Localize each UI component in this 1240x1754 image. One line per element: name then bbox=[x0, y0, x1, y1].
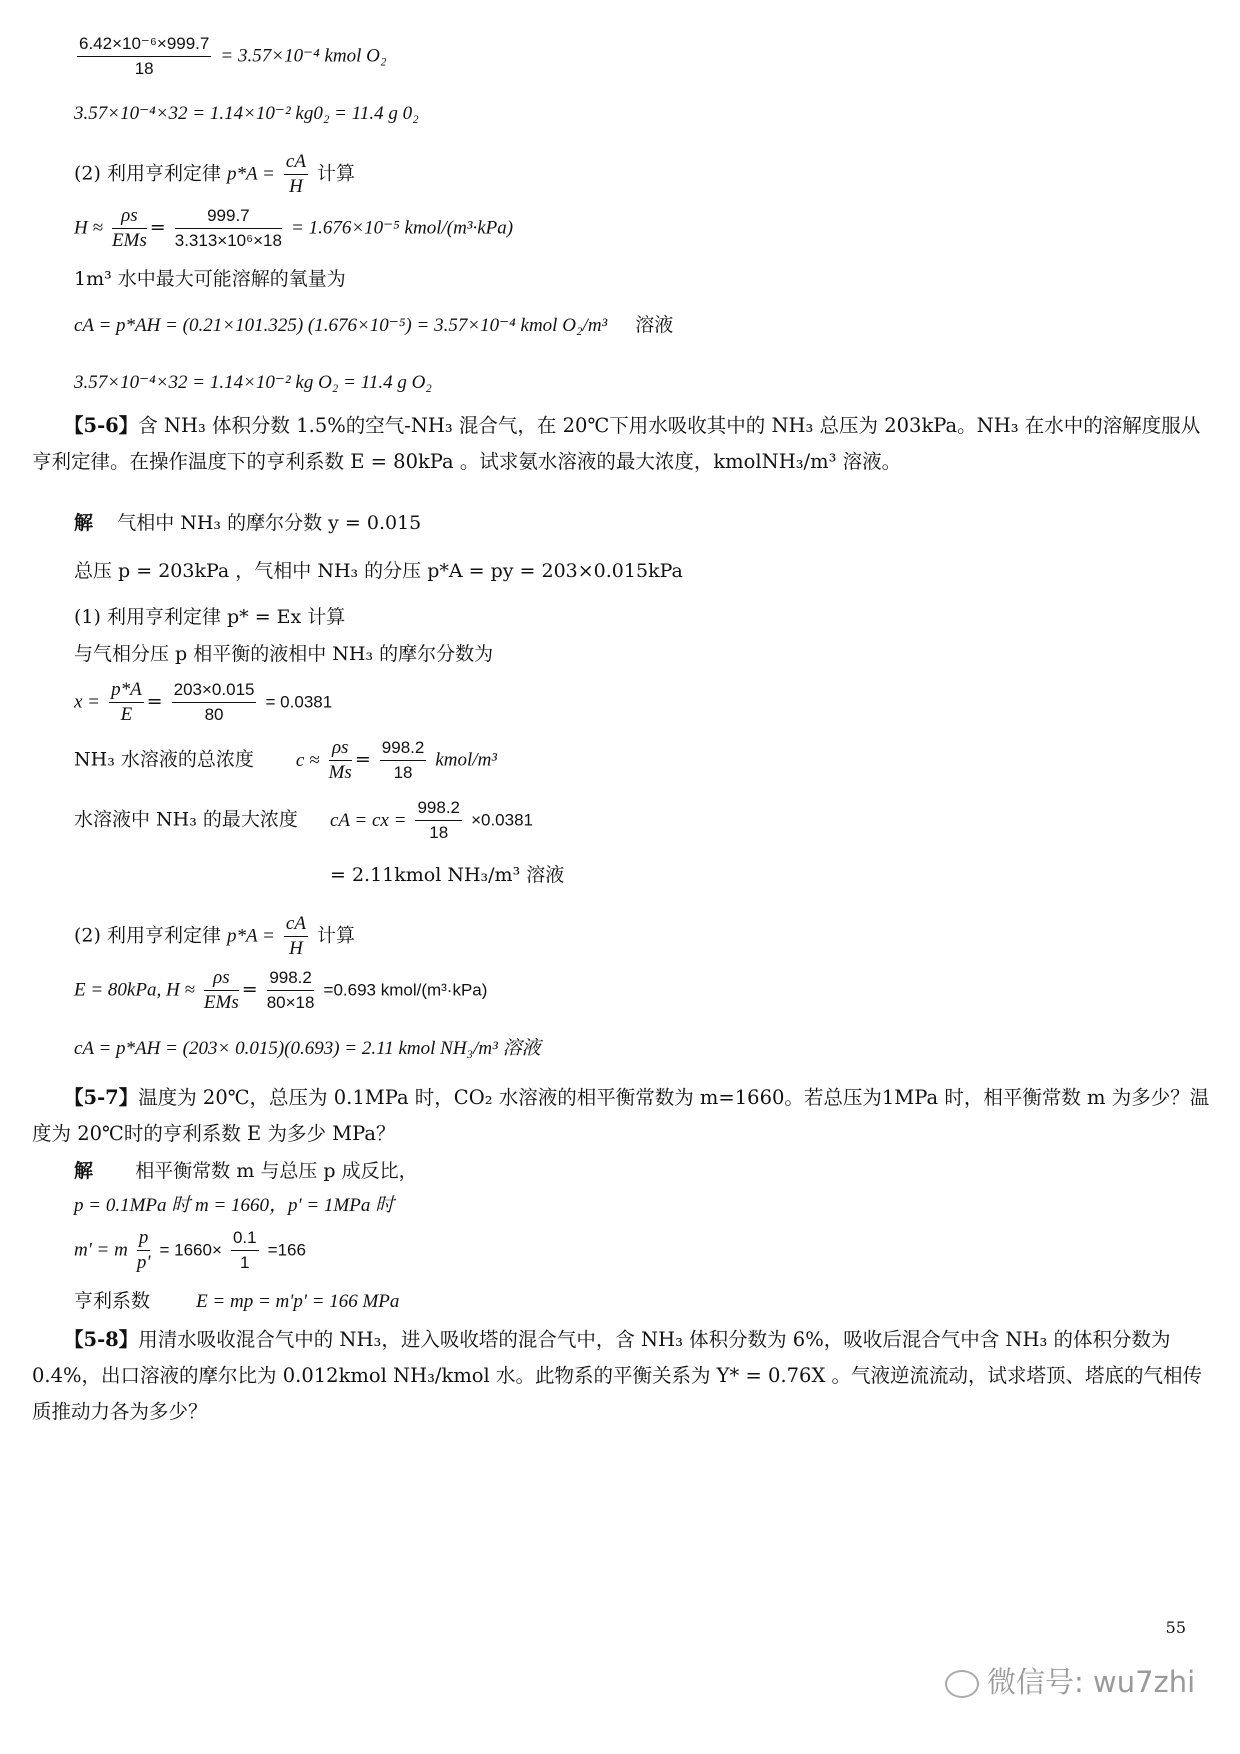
eq-total-conc: NH₃ 水溶液的总浓度 c ≈ $\frac{\rho s}{Ms}$ = $\frac{998.2}{18}$ kmol/m³ bbox=[74, 737, 498, 783]
frac-num: ρs bbox=[204, 966, 239, 991]
sol-5-6-line4: 与气相分压 p 相平衡的液相中 NH₃ 的摩尔分数为 bbox=[74, 643, 494, 665]
sol-5-7-line1 bbox=[74, 1158, 418, 1184]
eq-henry-coef bbox=[74, 1288, 399, 1315]
eq-label: 水溶液中 NH₃ 的最大浓度 bbox=[74, 808, 298, 831]
eq-label: 亨利系数 bbox=[74, 1290, 151, 1312]
eq-o2-moles bbox=[74, 32, 386, 81]
frac-den: 18 bbox=[429, 823, 449, 842]
problem-tag: 【5-7】 bbox=[64, 1086, 139, 1109]
problem-text: 温度为 20℃，总压为 0.1MPa 时，CO₂ 水溶液的相平衡常数为 m=1660。若总压为1MPa 时，相平衡常数 m 为多少？温度为 20℃时的亨利系数 E 为多少 MPa？ bbox=[32, 1086, 1210, 1145]
frac-den: 80 bbox=[204, 705, 224, 724]
watermark bbox=[945, 1660, 1195, 1701]
eq-result: =0.693 kmol/(m³·kPa) bbox=[323, 980, 488, 1000]
frac-den: H bbox=[289, 938, 303, 959]
method-suffix: 计算 bbox=[317, 162, 356, 185]
sol-5-6-line1 bbox=[74, 510, 421, 536]
problem-text: 用清水吸收混合气中的 NH₃，进入吸收塔的混合气中，含 NH₃ 体积分数为 6%，吸收后混合气中含 NH₃ 的体积分数为 0.4%，出口溶液的摩尔比为 0.012kmol NH₃/kmol 水。此物系的平衡关系为 Y* = 0.76X 。气液逆流流动，试求塔顶、塔底的气相传质推动力各为多少？ bbox=[32, 1328, 1203, 1423]
eq-o2-mass-2: 3.57×10⁻⁴×32 = 1.14×10⁻² kg O₂ = 11.4 g O₂ bbox=[74, 372, 432, 393]
solution-label: 解 bbox=[74, 512, 94, 534]
wechat-icon bbox=[945, 1670, 979, 1698]
problem-5-6 bbox=[32, 408, 1210, 480]
frac-den: EMs bbox=[111, 230, 147, 251]
eq-result: ×0.0381 bbox=[471, 810, 533, 830]
eq-result: kmol/m³ bbox=[435, 749, 498, 771]
watermark-text: 微信号: wu7zhi bbox=[987, 1665, 1196, 1699]
frac-den: E bbox=[120, 704, 133, 725]
frac-num: p*A bbox=[109, 678, 144, 703]
frac-num: cA bbox=[284, 150, 308, 175]
eq-result: = 3.57×10⁻⁴ kmol O₂ bbox=[220, 45, 387, 67]
frac-num: 998.2 bbox=[267, 966, 315, 991]
frac-num: 0.1 bbox=[231, 1226, 259, 1251]
eq-ca bbox=[74, 312, 673, 339]
eq-lhs: c ≈ bbox=[295, 749, 320, 771]
frac-den: Ms bbox=[328, 762, 352, 783]
sol-5-7-line2: p = 0.1MPa 时 m = 1660，p' = 1MPa 时 bbox=[74, 1195, 395, 1216]
problem-text: 含 NH₃ 体积分数 1.5%的空气-NH₃ 混合气，在 20℃下用水吸收其中的 NH₃ 总压为 203kPa。NH₃ 在水中的溶解度服从亨利定律。在操作温度下的亨利系数 E = 80kPa 。试求氨水溶液的最大浓度，kmolNH₃/m³ 溶液。 bbox=[32, 414, 1201, 473]
eq-body: cA = p*AH = (0.21×101.325) (1.676×10⁻⁵) = 3.57×10⁻⁴ kmol O₂/m³ bbox=[74, 315, 608, 336]
frac-num: p bbox=[137, 1226, 151, 1251]
formula: p*A = bbox=[227, 925, 275, 947]
eq-ca-2: cA = p*AH = (203× 0.015)(0.693) = 2.11 kmol NH₃/m³ 溶液 bbox=[74, 1038, 541, 1059]
eq-x: x = $\frac{p*A}{E}$ = $\frac{203\times 0.015}{80}$ = 0.0381 bbox=[74, 679, 333, 725]
frac-den: 3.313×10⁶×18 bbox=[174, 231, 282, 250]
frac-num: cA bbox=[284, 912, 308, 937]
frac-num: 999.7 bbox=[175, 204, 282, 229]
method2-heading bbox=[74, 150, 355, 199]
frac-num: 998.2 bbox=[380, 736, 427, 761]
eq-m-prime bbox=[74, 1226, 306, 1275]
eq-lhs: m' = m bbox=[74, 1239, 128, 1261]
frac-den: p' bbox=[136, 1252, 151, 1273]
solution-label: 解 bbox=[74, 1160, 94, 1182]
sol-5-6-line2: 总压 p = 203kPa ，气相中 NH₃ 的分压 p*A = py = 203×0.015kPa bbox=[74, 560, 683, 582]
eq-result: =166 bbox=[267, 1240, 306, 1260]
eq-body: E = mp = m'p' = 166 MPa bbox=[196, 1291, 400, 1312]
eq-unit: 溶液 bbox=[635, 314, 674, 336]
problem-tag: 【5-6】 bbox=[64, 414, 139, 437]
frac-num: 998.2 bbox=[415, 796, 462, 821]
solution-text: 气相中 NH₃ 的摩尔分数 y = 0.015 bbox=[117, 512, 422, 534]
page-number: 55 bbox=[1165, 1618, 1186, 1637]
eq-result: = 1.676×10⁻⁵ kmol/(m³·kPa) bbox=[291, 217, 514, 239]
frac-num: 203×0.015 bbox=[172, 678, 257, 703]
frac-den: H bbox=[289, 176, 303, 197]
solution-text: 相平衡常数 m 与总压 p 成反比， bbox=[135, 1160, 418, 1182]
text-max-oxygen: 1m³ 水中最大可能溶解的氧量为 bbox=[74, 268, 346, 290]
eq-max-conc-final: = 2.11kmol NH₃/m³ 溶液 bbox=[330, 864, 565, 886]
eq-label: NH₃ 水溶液的总浓度 bbox=[74, 748, 254, 771]
problem-tag: 【5-8】 bbox=[64, 1328, 139, 1351]
frac-num: ρs bbox=[112, 204, 147, 229]
frac-num: 6.42×10⁻⁶×999.7 bbox=[77, 32, 211, 57]
eq-lhs: E = 80kPa, H ≈ bbox=[74, 979, 195, 1001]
eq-max-conc bbox=[74, 796, 533, 845]
method-label: (2) 利用亨利定律 bbox=[74, 162, 221, 185]
eq-lhs: H ≈ bbox=[74, 217, 103, 239]
method2-heading-5-6 bbox=[74, 912, 355, 961]
eq-lhs: x = bbox=[74, 691, 101, 713]
frac-den: EMs bbox=[203, 992, 239, 1013]
eq-henry-e: E = 80kPa, H ≈ $\frac{\rho s}{\text{EMs}}$ = $\frac{998.2}{80\times 18}$ =0.693 kmol/(m³·kPa) bbox=[74, 967, 488, 1013]
frac-den: 18 bbox=[134, 59, 154, 78]
frac-den: 18 bbox=[393, 763, 413, 782]
problem-5-8 bbox=[32, 1322, 1210, 1430]
eq-lhs: cA = cx = bbox=[329, 809, 407, 831]
eq-henry-h: H ≈ $\frac{\rho s}{\text{EMs}}$ = $\frac{999.7}{\text{3.313×10⁶×18}}$ = 1.676×10⁻⁵ kmol/(m³·kPa) bbox=[74, 205, 514, 251]
sol-5-6-line3: (1) 利用亨利定律 p* = Ex 计算 bbox=[74, 606, 346, 628]
frac-den: 80×18 bbox=[266, 993, 315, 1012]
problem-5-7 bbox=[32, 1080, 1210, 1152]
formula: p*A = bbox=[227, 163, 275, 185]
eq-o2-mass: 3.57×10⁻⁴×32 = 1.14×10⁻² kg0₂ = 11.4 g 0₂ bbox=[74, 103, 419, 124]
frac-den: 1 bbox=[240, 1253, 250, 1272]
eq-mid: = 1660× bbox=[159, 1240, 222, 1260]
frac-num: ρs bbox=[329, 736, 352, 761]
method-suffix: 计算 bbox=[317, 924, 356, 947]
method-label: (2) 利用亨利定律 bbox=[74, 924, 221, 947]
eq-result: = 0.0381 bbox=[265, 692, 333, 712]
